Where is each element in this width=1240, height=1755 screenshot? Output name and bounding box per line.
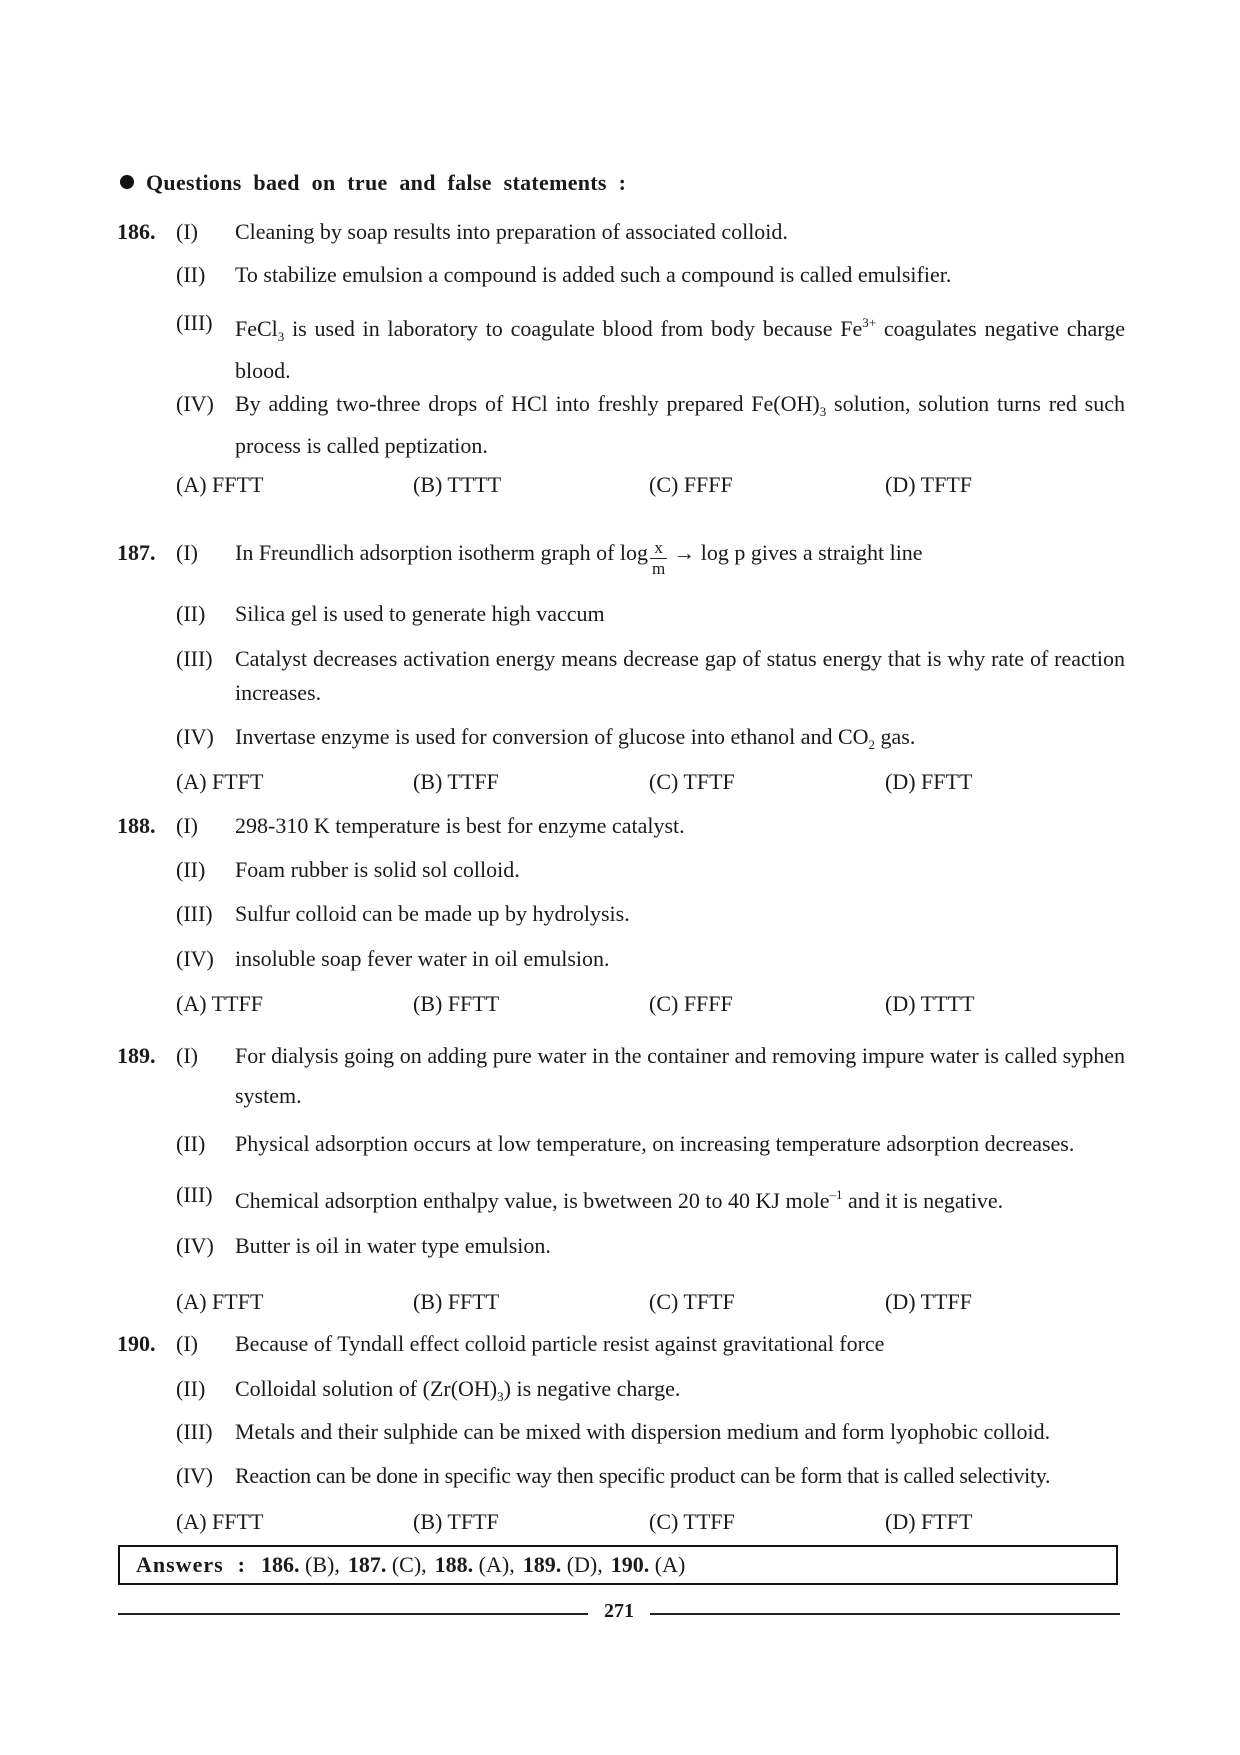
statement-text: To stabilize emulsion a compound is added such a compound is called emulsifier. bbox=[235, 262, 952, 287]
page-number: 271 bbox=[604, 1600, 634, 1622]
statement-text: Silica gel is used to generate high vaccum bbox=[235, 601, 605, 626]
bullet-icon bbox=[120, 175, 134, 189]
option-c[interactable]: (C) TFTF bbox=[649, 1289, 735, 1314]
statement-text: Chemical adsorption enthalpy value, is bwetween 20 to 40 KJ mole$^{-1}$ and it is negative. bbox=[235, 1187, 1004, 1213]
option-d[interactable]: (D) TFTF bbox=[885, 472, 972, 497]
answer-item: 188. (A), bbox=[434, 1552, 515, 1577]
roman-numeral: (III) bbox=[176, 646, 213, 671]
option-d[interactable]: (D) TTFF bbox=[885, 1289, 972, 1314]
statement-text: 298-310 K temperature is best for enzyme catalyst. bbox=[235, 813, 685, 838]
statement-text: By adding two-three drops of HCl into freshly prepared $Fe(OH)_3$ solution, solution turns red such process is called peptization. bbox=[235, 391, 1126, 458]
statement-text: Foam rubber is solid sol colloid. bbox=[235, 857, 520, 882]
question-number: 186. bbox=[117, 219, 156, 244]
statement-text: insoluble soap fever water in oil emulsion. bbox=[235, 946, 610, 971]
statement-text: FeCl$_3$ is used in laboratory to coagulate blood from body because $Fe^{3+}$ coagulates negative charge blood. bbox=[235, 315, 1125, 383]
roman-numeral: (I) bbox=[176, 813, 198, 838]
statement-text: Metals and their sulphide can be mixed with dispersion medium and form lyophobic colloid. bbox=[235, 1419, 1051, 1444]
option-b[interactable]: (B) FFTT bbox=[413, 1289, 500, 1314]
statement-text: Butter is oil in water type emulsion. bbox=[235, 1233, 551, 1258]
option-b[interactable]: (B) TTFF bbox=[413, 769, 499, 794]
footer-rule-right bbox=[650, 1613, 1120, 1615]
option-a[interactable]: (A) FFTT bbox=[176, 1509, 264, 1534]
roman-numeral: (III) bbox=[176, 901, 213, 926]
roman-numeral: (II) bbox=[176, 857, 206, 882]
statement-text: Colloidal solution of $(Zr(OH)_3)$ is negative charge. bbox=[235, 1376, 681, 1404]
statement-text: In Freundlich adsorption isotherm graph of log $\frac{x}{m}$ → log p gives a straight line bbox=[235, 538, 923, 578]
roman-numeral: (I) bbox=[176, 1043, 198, 1068]
option-b[interactable]: (B) TFTF bbox=[413, 1509, 499, 1534]
statement-text: Invertase enzyme is used for conversion of glucose into ethanol and $CO_2$ gas. bbox=[235, 724, 916, 752]
roman-numeral: (II) bbox=[176, 262, 206, 287]
roman-numeral: (I) bbox=[176, 1331, 198, 1356]
answer-key-box: Answers : 186. (B), 187. (C), 188. (A), 189. (D), 190. (A) bbox=[118, 1545, 1118, 1585]
question-number: 188. bbox=[117, 813, 156, 838]
roman-numeral: (I) bbox=[176, 540, 198, 565]
roman-numeral: (II) bbox=[176, 601, 206, 626]
statement-text: For dialysis going on adding pure water in the container and removing impure water is called syphen system. bbox=[235, 1043, 1125, 1108]
question-number: 190. bbox=[117, 1331, 156, 1356]
question-number: 187. bbox=[117, 540, 156, 565]
option-c[interactable]: (C) FFFF bbox=[649, 472, 733, 497]
answer-item: 190. (A) bbox=[610, 1552, 686, 1577]
option-a[interactable]: (A) FFTT bbox=[176, 472, 264, 497]
option-b[interactable]: (B) FFTT bbox=[413, 991, 500, 1016]
answer-item: 189. (D), bbox=[522, 1552, 603, 1577]
option-b[interactable]: (B) TTTT bbox=[413, 472, 502, 497]
option-d[interactable]: (D) FFTT bbox=[885, 769, 973, 794]
roman-numeral: (IV) bbox=[176, 946, 214, 971]
question-number: 189. bbox=[117, 1043, 156, 1068]
option-c[interactable]: (C) TFTF bbox=[649, 769, 735, 794]
option-a[interactable]: (A) FTFT bbox=[176, 769, 264, 794]
option-d[interactable]: (D) TTTT bbox=[885, 991, 975, 1016]
statement-text: Cleaning by soap results into preparation of associated colloid. bbox=[235, 219, 788, 244]
section-heading: Questions baed on true and false statements : bbox=[120, 170, 626, 196]
statement-text: Sulfur colloid can be made up by hydrolysis. bbox=[235, 901, 630, 926]
answer-item: 186. (B), bbox=[261, 1552, 340, 1577]
statement-text: Physical adsorption occurs at low temperature, on increasing temperature adsorption decreases. bbox=[235, 1131, 1075, 1156]
roman-numeral: (IV) bbox=[176, 1463, 213, 1488]
roman-numeral: (IV) bbox=[176, 391, 214, 416]
statement-text: Catalyst decreases activation energy means decrease gap of status energy that is why rate of reaction increases. bbox=[235, 646, 1125, 705]
option-a[interactable]: (A) TTFF bbox=[176, 991, 263, 1016]
roman-numeral: (III) bbox=[176, 1182, 213, 1207]
roman-numeral: (I) bbox=[176, 219, 198, 244]
roman-numeral: (IV) bbox=[176, 724, 214, 749]
answer-key-label: Answers bbox=[136, 1552, 224, 1577]
option-a[interactable]: (A) FTFT bbox=[176, 1289, 264, 1314]
roman-numeral: (II) bbox=[176, 1376, 206, 1401]
footer-rule-left bbox=[118, 1613, 588, 1615]
fraction: $\frac{x}{m}$ bbox=[652, 538, 666, 578]
option-c[interactable]: (C) FFFF bbox=[649, 991, 733, 1016]
roman-numeral: (III) bbox=[176, 1419, 213, 1444]
answer-item: 187. (C), bbox=[347, 1552, 427, 1577]
roman-numeral: (III) bbox=[176, 310, 213, 335]
roman-numeral: (II) bbox=[176, 1131, 206, 1156]
option-d[interactable]: (D) FTFT bbox=[885, 1509, 973, 1534]
option-c[interactable]: (C) TTFF bbox=[649, 1509, 735, 1534]
roman-numeral: (IV) bbox=[176, 1233, 214, 1258]
statement-text: Reaction can be done in specific way then specific product can be form that is called selectivity. bbox=[235, 1463, 1051, 1488]
statement-text: Because of Tyndall effect colloid particle resist against gravitational force bbox=[235, 1331, 885, 1356]
